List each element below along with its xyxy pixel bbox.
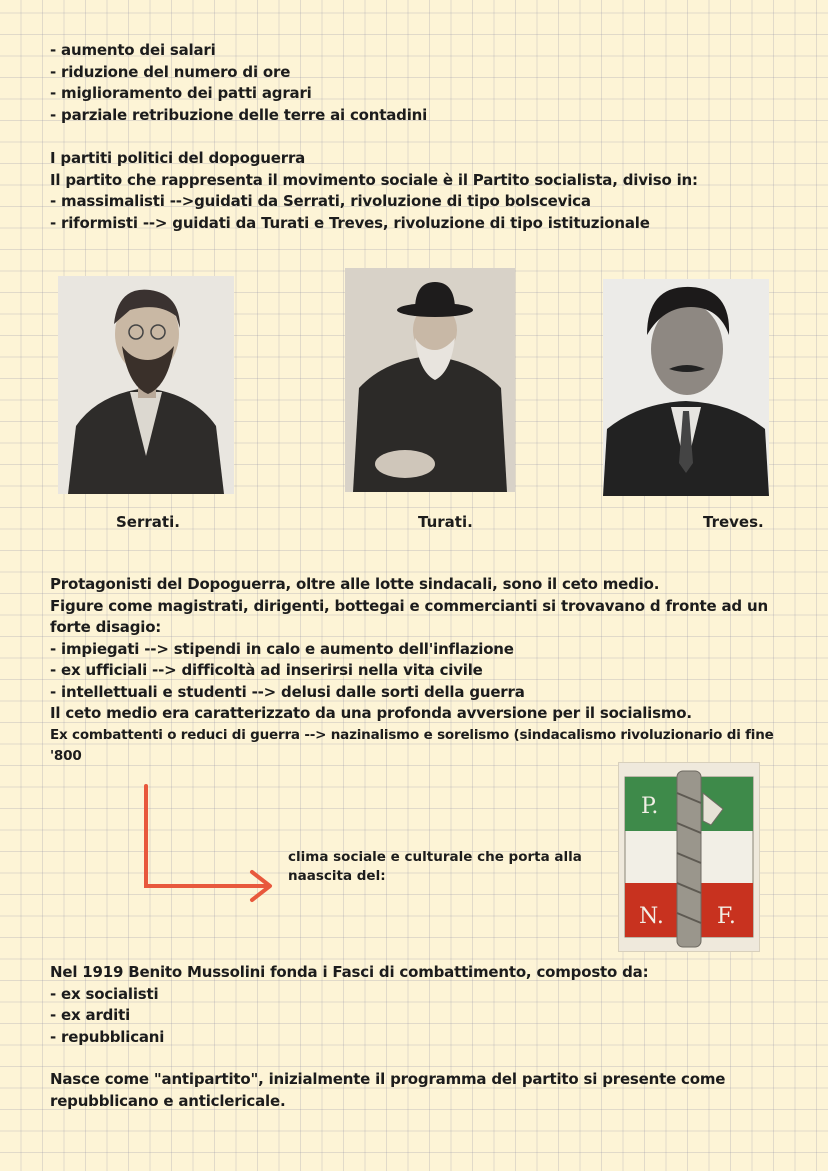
right-angle-arrow-icon bbox=[130, 780, 280, 910]
text-line: - massimalisti -->guidati da Serrati, rivoluzione di tipo bolscevica bbox=[50, 192, 591, 210]
serrati-caption: Serrati. bbox=[116, 513, 180, 531]
middle-class-section bbox=[50, 574, 774, 768]
list-item: - ex socialisti bbox=[50, 984, 159, 1003]
text-line: - intellettuali e studenti --> delusi dalle sorti della guerra bbox=[50, 682, 525, 701]
note-line: naascita del: bbox=[288, 868, 386, 884]
list-item: - repubblicani bbox=[50, 1027, 165, 1046]
portrait-image bbox=[345, 268, 515, 492]
treves-caption: Treves. bbox=[703, 513, 764, 531]
list-item: - aumento dei salari bbox=[50, 41, 216, 59]
emblem-letter-n: N. bbox=[639, 904, 664, 929]
parties-section bbox=[50, 148, 768, 234]
emblem-letter-f: F. bbox=[717, 904, 736, 929]
text-line: - riformisti --> guidati da Turati e Treves, rivoluzione di tipo istituzionale bbox=[50, 213, 650, 232]
emblem-letter-p: P. bbox=[641, 794, 659, 819]
text-line: forte disagio: bbox=[50, 618, 162, 636]
turati-portrait bbox=[345, 268, 515, 492]
portrait-image bbox=[58, 276, 234, 494]
text-line: Figure come magistrati, dirigenti, bottegai e commercianti si trovavano d fronte ad un bbox=[50, 596, 768, 615]
arrow-note bbox=[288, 848, 582, 886]
treves-portrait bbox=[603, 279, 769, 496]
text-line: Il partito che rappresenta il movimento sociale è il Partito socialista, diviso in: bbox=[50, 170, 698, 189]
turati-caption: Turati. bbox=[418, 513, 473, 531]
fasci-section bbox=[50, 962, 768, 1048]
text-line: Ex combattenti o reduci di guerra --> nazinalismo e sorelismo (sindacalismo rivoluzionario di fine bbox=[50, 726, 774, 743]
text-line: Il ceto medio era caratterizzato da una profonda avversione per il socialismo. bbox=[50, 704, 692, 722]
text-line: Protagonisti del Dopoguerra, oltre alle lotte sindacali, sono il ceto medio. bbox=[50, 575, 660, 593]
text-line: repubblicano e anticlericale. bbox=[50, 1091, 286, 1110]
text-line: - ex ufficiali --> difficoltà ad inserirsi nella vita civile bbox=[50, 661, 483, 679]
list-item: - riduzione del numero di ore bbox=[50, 62, 291, 81]
serrati-portrait bbox=[58, 276, 234, 494]
fascio-emblem-image bbox=[619, 763, 759, 951]
pnf-emblem bbox=[618, 762, 760, 952]
note-line: clima sociale e culturale che porta alla bbox=[288, 849, 582, 865]
closing-paragraph bbox=[50, 1069, 768, 1112]
portrait-image bbox=[603, 279, 769, 496]
text-line: '800 bbox=[50, 748, 82, 764]
list-item: - miglioramento dei patti agrari bbox=[50, 84, 312, 102]
text-line: - impiegati --> stipendi in calo e aumento dell'inflazione bbox=[50, 639, 514, 658]
section-heading: I partiti politici del dopoguerra bbox=[50, 149, 306, 167]
list-item: - ex arditi bbox=[50, 1006, 131, 1024]
text-line: Nasce come "antipartito", inizialmente il programma del partito si presente come bbox=[50, 1070, 726, 1088]
section-heading: Nel 1919 Benito Mussolini fonda i Fasci di combattimento, composto da: bbox=[50, 963, 649, 981]
list-item: - parziale retribuzione delle terre ai contadini bbox=[50, 105, 428, 124]
intro-list bbox=[50, 40, 768, 126]
